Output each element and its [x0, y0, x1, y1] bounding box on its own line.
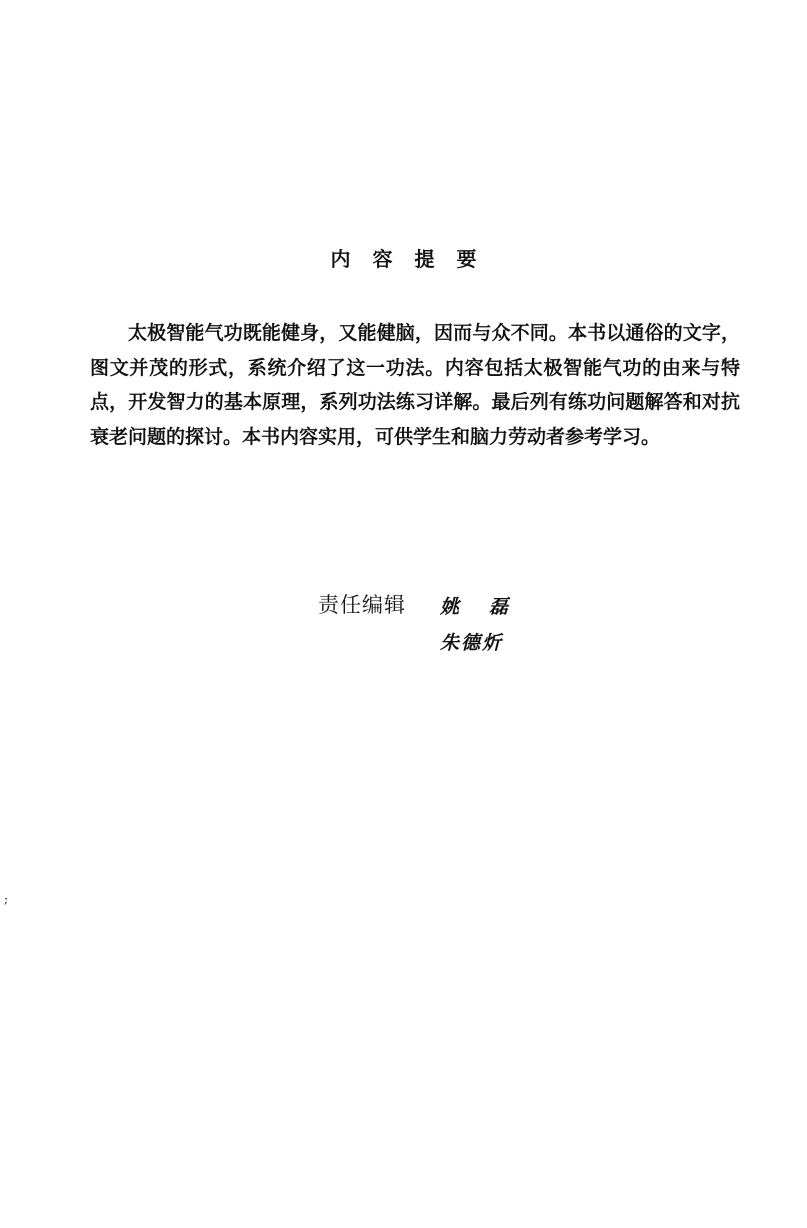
- summary-body: [90, 316, 740, 454]
- summary-paragraph: 太极智能气功既能健身，又能健脑，因而与众不同。本书以通俗的文字，图文并茂的形式，系统介绍了这一功法。内容包括太极智能气功的由来与特点，开发智力的基本原理，系列功法练习详解。最后列有练功问题解答和对抗衰老问题的探讨。本书内容实用，可供学生和脑力劳动者参考学习。: [90, 322, 740, 448]
- editor-label: 责任编辑: [318, 593, 406, 617]
- summary-title: 内容提要: [330, 247, 499, 271]
- stray-mark: ;: [4, 892, 9, 906]
- editor-name: 姚磊: [440, 596, 539, 618]
- editor-name: 朱德炘: [440, 632, 504, 654]
